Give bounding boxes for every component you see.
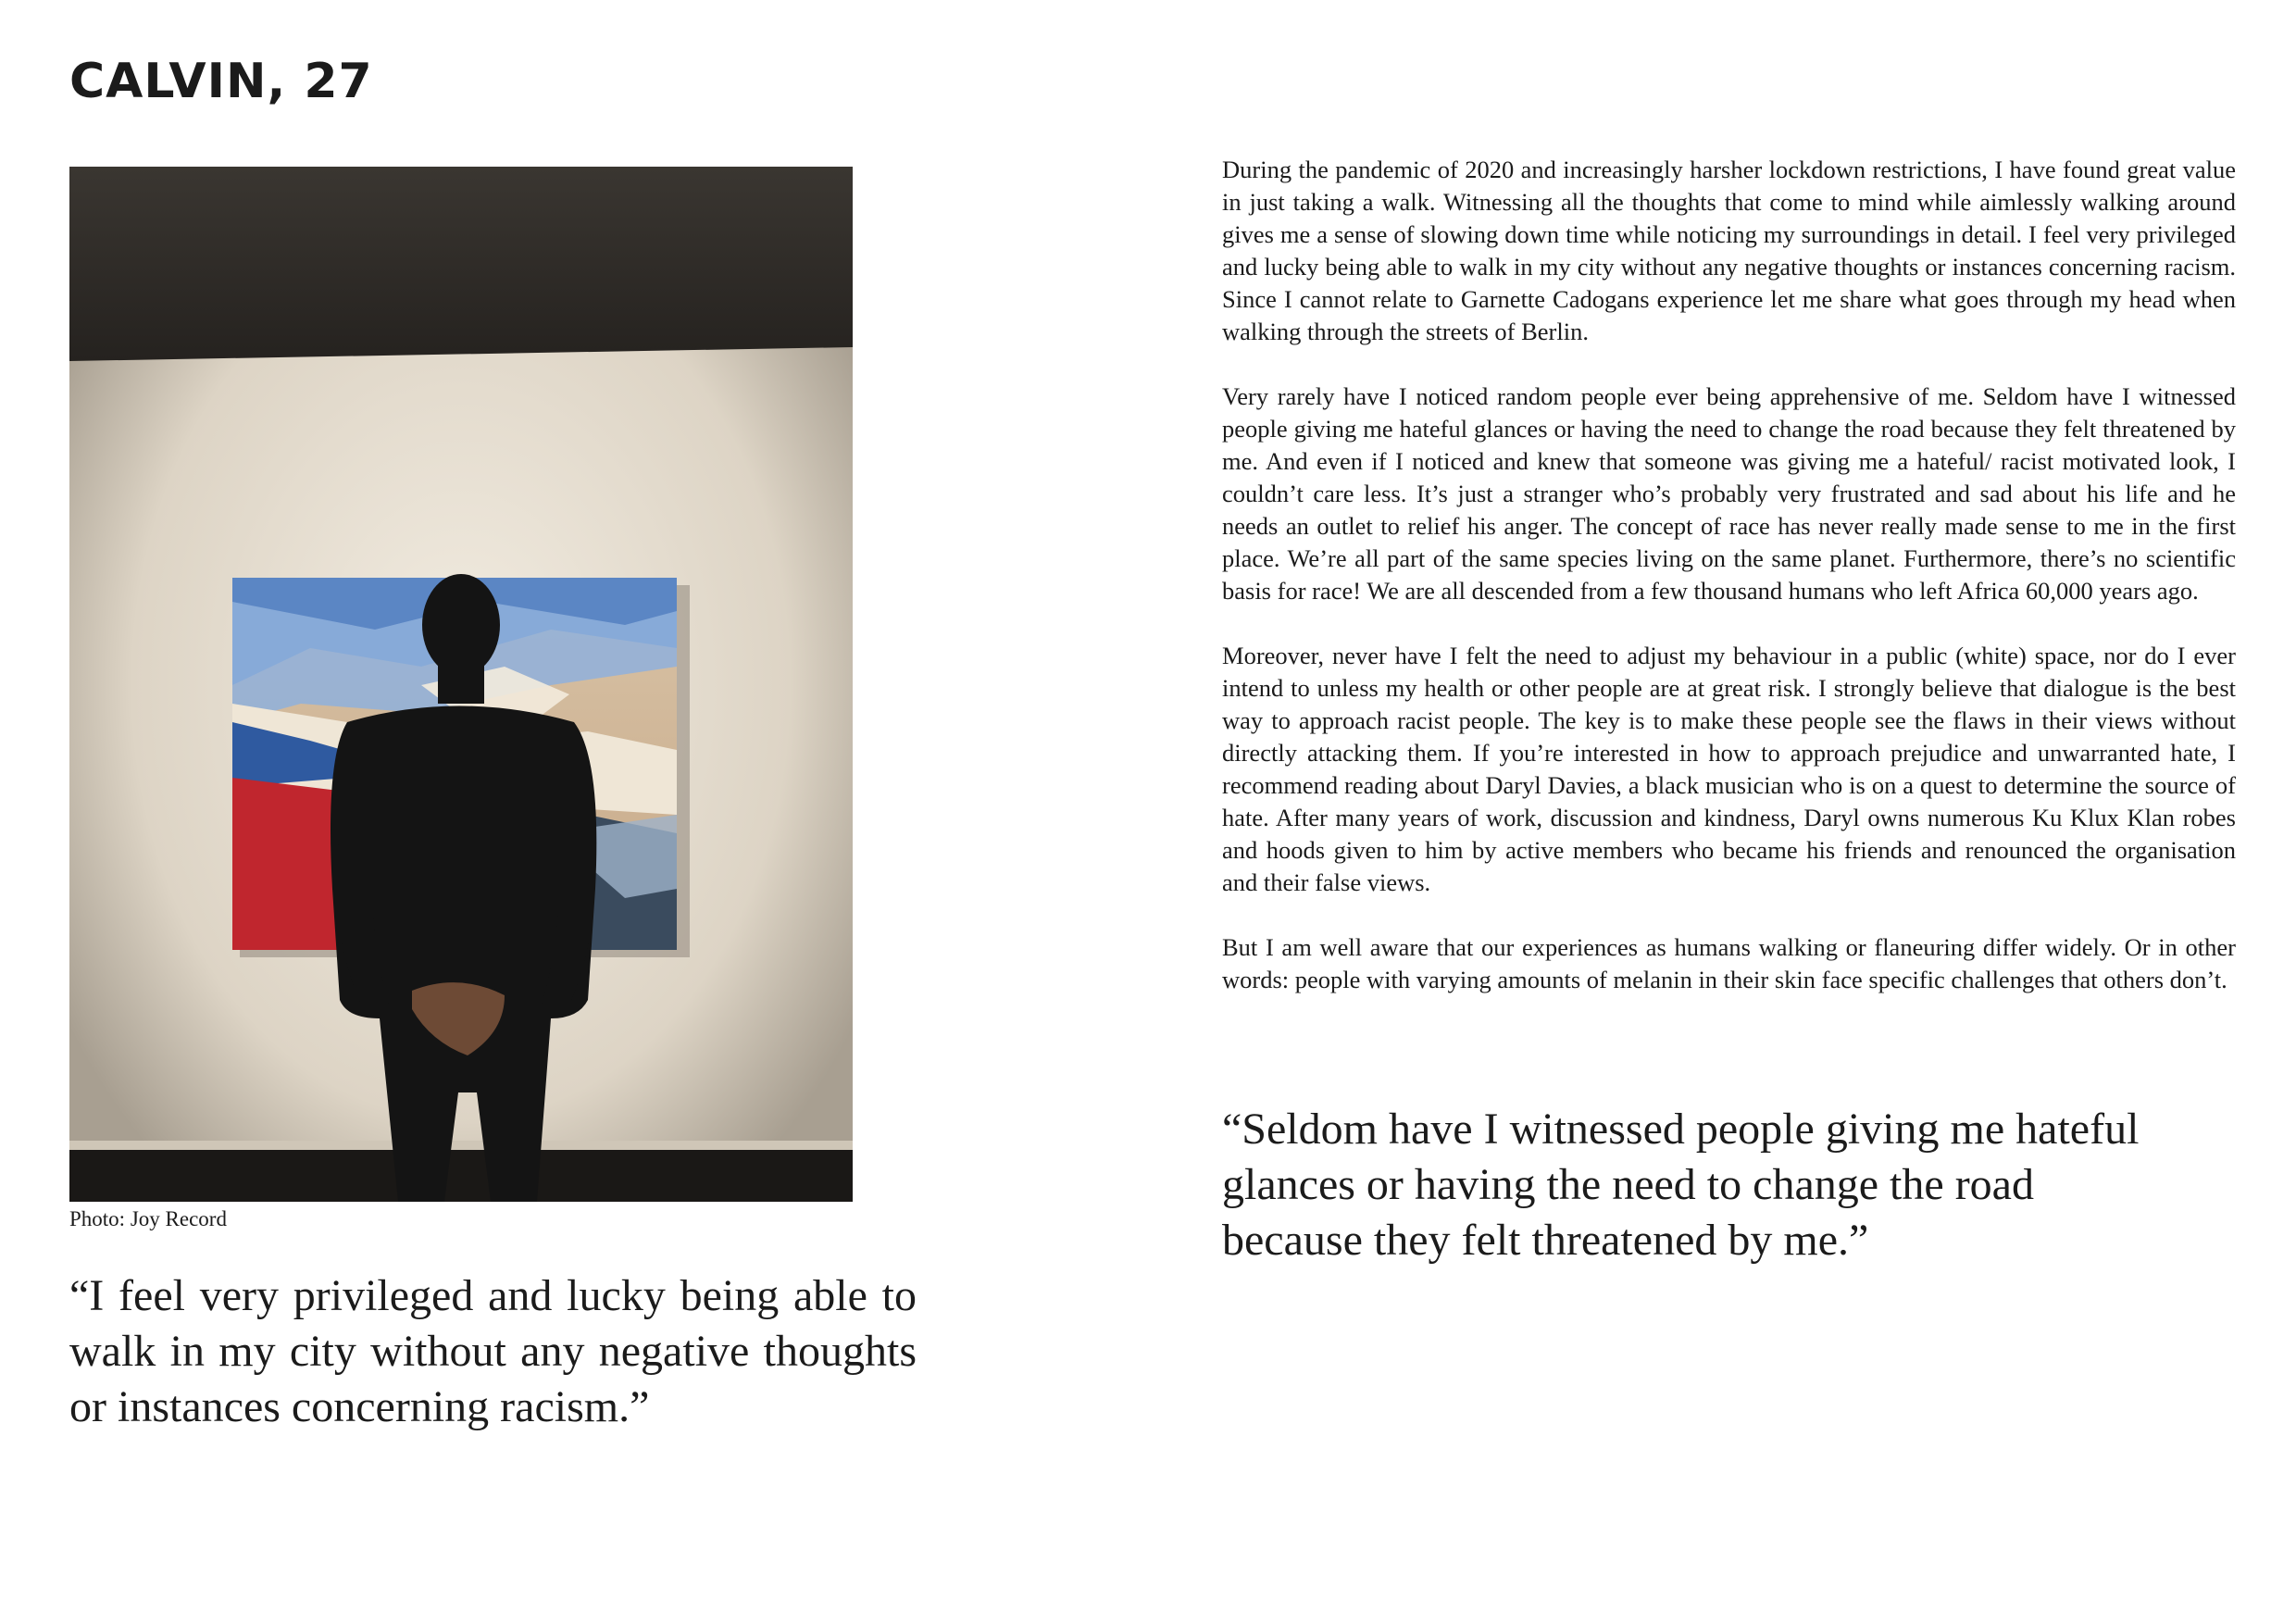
pull-quote: “Seldom have I witnessed people giving me hateful glances or having the need to change the road because they felt threatened by me.” bbox=[1222, 1105, 2140, 1265]
pull-quote: “I feel very privileged and lucky being able to walk in my city without any negative thoughts or instances concerning racism.” bbox=[69, 1271, 917, 1431]
gallery-photo bbox=[69, 167, 853, 1202]
body-paragraph: During the pandemic of 2020 and increasingly harsher lockdown restrictions, I have found great value in just taking a walk. Witnessing all the thoughts that come to mind while aimlessly walking around gives me a sense of slowing down time while noticing my surroundings in detail. I feel very privileged and lucky being able to walk in my city without any negative thoughts or instances concerning racism. Since I cannot relate to Garnette Cadogans experience let me share what goes through my head when walking through the streets of Berlin. bbox=[1222, 156, 2236, 345]
photo-caption: Photo: Joy Record bbox=[69, 1207, 227, 1230]
body-paragraph: But I am well aware that our experiences as humans walking or flaneuring differ widely. Or in other words: people with varying amounts of melanin in their skin face specific challenges that others don’t. bbox=[1222, 933, 2236, 993]
right-page bbox=[1148, 0, 2296, 1623]
body-paragraph: Very rarely have I noticed random people ever being apprehensive of me. Seldom have I witnessed people giving me hateful glances or having the need to change the road because they felt threatened by me. And even if I noticed and knew that someone was giving me a hateful/ racist motivated look, I couldn’t care less. It’s just a stranger who’s probably very frustrated and sad about his life and he needs an outlet to relief his anger. The concept of race has never really made sense to me in the first place. We’re all part of the same species living on the same planet. Furthermore, there’s no scientific basis for race! We are all descended from a few thousand humans who left Africa 60,000 years ago. bbox=[1222, 382, 2236, 605]
page-title: CALVIN, 27 bbox=[69, 54, 373, 109]
body-paragraph: Moreover, never have I felt the need to adjust my behaviour in a public (white) space, nor do I ever intend to unless my health or other people are at great risk. I strongly believe that dialogue is the best way to approach racist people. The key is to make these people see the flaws in their views without directly attacking them. If you’re interested in how to approach prejudice and unwarranted hate, I recommend reading about Daryl Davies, a black musician who is on a quest to determine the source of hate. After many years of work, discussion and kindness, Daryl owns numerous Ku Klux Klan robes and hoods given to him by active members who became his friends and renounced the organisation and their false views. bbox=[1222, 642, 2236, 896]
gallery-photo-illustration bbox=[69, 167, 853, 1202]
article-body bbox=[1222, 154, 2236, 1029]
